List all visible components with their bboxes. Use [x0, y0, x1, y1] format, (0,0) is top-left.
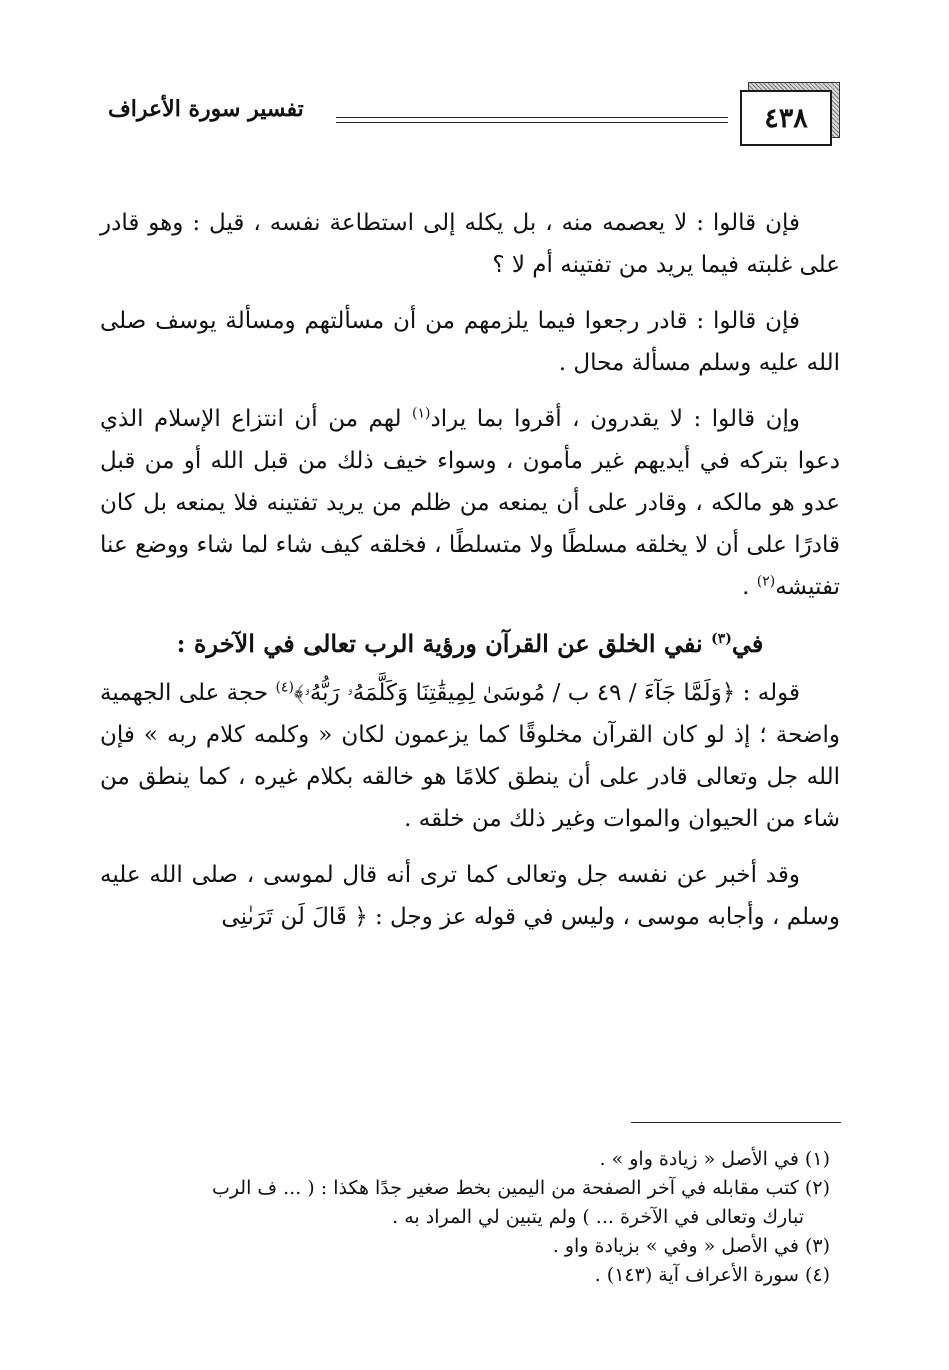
page-header [100, 82, 840, 152]
paragraph-3-text-b: لهم من أن انتزاع الإسلام الذي دعوا بتركه في أيديهم غير مأمون ، وسواء خيف ذلك من قبل الله أو من قبل عدو هو مالكه ، وقادر على أن يمنعه من ظلم من يريد تفتينه فلا يمنعه بل كان قادرًا على أن لا يخلقه مسلطًا ولا متسلطًا ، فخلقه كيف شاء لما شاء ووضع عنا تفتيشه [100, 406, 840, 600]
paragraph-2: فإن قالوا : قادر رجعوا فيما يلزمهم من أن مسألتهم ومسألة يوسف صلى الله عليه وسلم مسألة محال . [100, 308, 840, 376]
footnote-ref-3: (٣) [711, 631, 732, 647]
section-heading [100, 622, 840, 666]
paragraph-3-text-a: وإن قالوا : لا يقدرون ، أقروا بما يراد [430, 406, 800, 432]
footnote-ref-2: (٢) [756, 573, 776, 590]
footnote-divider [631, 1122, 841, 1123]
footnote-1: (١) في الأصل « زيادة واو » . [599, 1148, 830, 1170]
section-heading-text-b: نفي الخلق عن القرآن ورؤية الرب تعالى في الآخرة : [176, 629, 712, 658]
paragraph-3 [100, 398, 840, 608]
running-title: تفسير سورة الأعراف [108, 96, 304, 122]
page-number-box [740, 90, 832, 146]
paragraph-5: وقد أخبر عن نفسه جل وتعالى كما ترى أنه قال لموسى ، صلى الله عليه وسلم ، وأجابه موسى ، وليس في قوله عز وجل : ﴿ قَالَ لَن تَرَىٰنِى [100, 862, 840, 930]
footnote-ref-1: (١) [412, 405, 431, 422]
section-heading-text-a: في [731, 629, 764, 658]
main-text [100, 202, 840, 952]
paragraph-4-text-a: قوله : ﴿وَلَمَّا جَآءَ / ٤٩ ب / مُوسَىٰ لِمِيقَٰتِنَا وَكَلَّمَهُۥ رَبُّهُۥ﴾ [293, 680, 800, 706]
header-divider [336, 117, 728, 123]
footnote-4: (٤) سورة الأعراف آية (١٤٣) . [594, 1264, 830, 1286]
paragraph-4 [100, 672, 840, 840]
paragraph-4-text-b: حجة على الجهمية واضحة ؛ إذ لو كان القرآن مخلوقًا كما يزعمون لكان « وكلمه كلام ربه » فإن الله جل وتعالى قادر على أن ينطق كلامًا هو خالقه بكلام غيره ، كما ينطق من شاء من الحيوان والموات وغير ذلك من خلقه . [100, 680, 840, 832]
footnote-ref-4: (٤) [275, 679, 294, 696]
footnote-2: (٢) كتب مقابله في آخر الصفحة من اليمين بخط صغير جدًا هكذا : ( ... ف الرب [211, 1177, 830, 1199]
paragraph-1: فإن قالوا : لا يعصمه منه ، بل يكله إلى استطاعة نفسه ، قيل : وهو قادر على غلبته فيما يريد من تفتينه أم لا ؟ [100, 210, 840, 278]
paragraph-3-text-c: . [742, 574, 757, 600]
footnote-3: (٣) في الأصل « وفي » بزيادة واو . [552, 1235, 830, 1257]
footnote-2-continued: تبارك وتعالى في الآخرة ... ) ولم يتبين لي المراد به . [392, 1206, 804, 1228]
page-number: ٤٣٨ [764, 102, 808, 134]
footnotes [100, 1145, 830, 1290]
